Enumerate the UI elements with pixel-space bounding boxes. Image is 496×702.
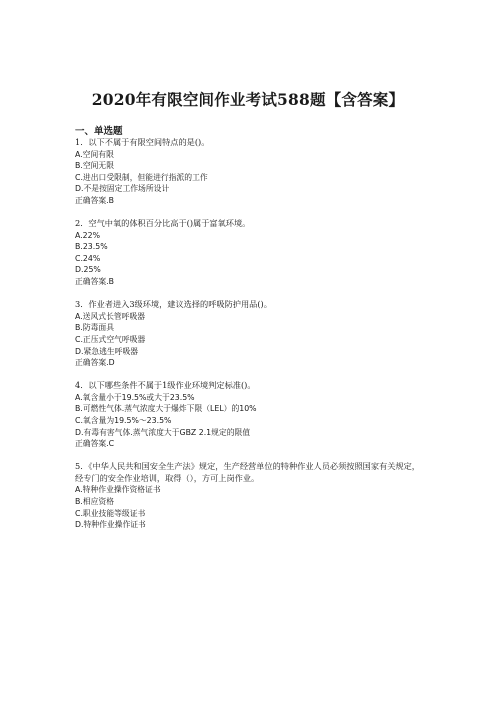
question-answer: 正确答案.B bbox=[75, 195, 115, 205]
question-option: B.可燃性气体.蒸气浓度大于爆炸下限（LEL）的10% bbox=[75, 404, 257, 414]
question-answer: 正确答案.C bbox=[75, 439, 115, 449]
question-item bbox=[75, 380, 425, 450]
question-option: A.送风式长管呼吸器 bbox=[75, 311, 146, 321]
question-option: D.25% bbox=[75, 265, 101, 275]
question-option: A.特种作业操作资格证书 bbox=[75, 485, 161, 495]
question-option: D.不是按固定工作场所设计 bbox=[75, 184, 170, 194]
question-option: C.职业技能等级证书 bbox=[75, 508, 146, 518]
question-option: A.空间有限 bbox=[75, 149, 114, 159]
question-stem: 1．以下不属于有限空间特点的是()。 bbox=[75, 137, 210, 147]
question-option: A.氧含量小于19.5%或大于23.5% bbox=[75, 392, 195, 402]
question-item bbox=[75, 299, 425, 369]
question-option: B.空间无限 bbox=[75, 161, 115, 171]
question-option: D.紧急逃生呼吸器 bbox=[75, 346, 139, 356]
question-stem: 5．《中华人民共和国安全生产法》规定，生产经营单位的特种作业人员必须按照国家有关规定，经专门的安全作业培训，取得（），方可上岗作业。 bbox=[75, 461, 420, 483]
question-answer: 正确答案.D bbox=[75, 358, 115, 368]
document-title: 2020年有限空间作业考试588题【含答案】 bbox=[91, 90, 405, 109]
question-stem: 3．作业者进入3级环境，建议选择的呼吸防护用品()。 bbox=[75, 299, 272, 310]
question-option: C.正压式空气呼吸器 bbox=[75, 334, 146, 344]
question-option: C.24% bbox=[75, 253, 101, 263]
question-item bbox=[75, 218, 425, 288]
question-answer: 正确答案.B bbox=[75, 277, 115, 287]
question-option: C.氧含量为19.5%～23.5% bbox=[75, 415, 172, 425]
question-option: C.进出口受限制，但能进行指派的工作 bbox=[75, 172, 208, 182]
question-option: B.防毒面具 bbox=[75, 323, 115, 333]
question-stem: 2．空气中氧的体积百分比高于()属于富氧环境。 bbox=[75, 218, 251, 229]
question-item bbox=[75, 137, 425, 207]
question-option: D.有毒有害气体.蒸气浓度大于GBZ 2.1规定的限值 bbox=[75, 427, 251, 437]
question-option: B.相应资格 bbox=[75, 497, 115, 507]
question-list bbox=[75, 137, 425, 542]
question-option: D.特种作业操作证书 bbox=[75, 520, 146, 530]
question-item bbox=[75, 461, 425, 531]
section-heading: 一、单选题 bbox=[75, 126, 123, 137]
question-stem: 4．以下哪些条件不属于1级作业环境判定标准()。 bbox=[75, 380, 256, 391]
question-option: B.23.5% bbox=[75, 242, 108, 252]
question-option: A.22% bbox=[75, 230, 101, 240]
